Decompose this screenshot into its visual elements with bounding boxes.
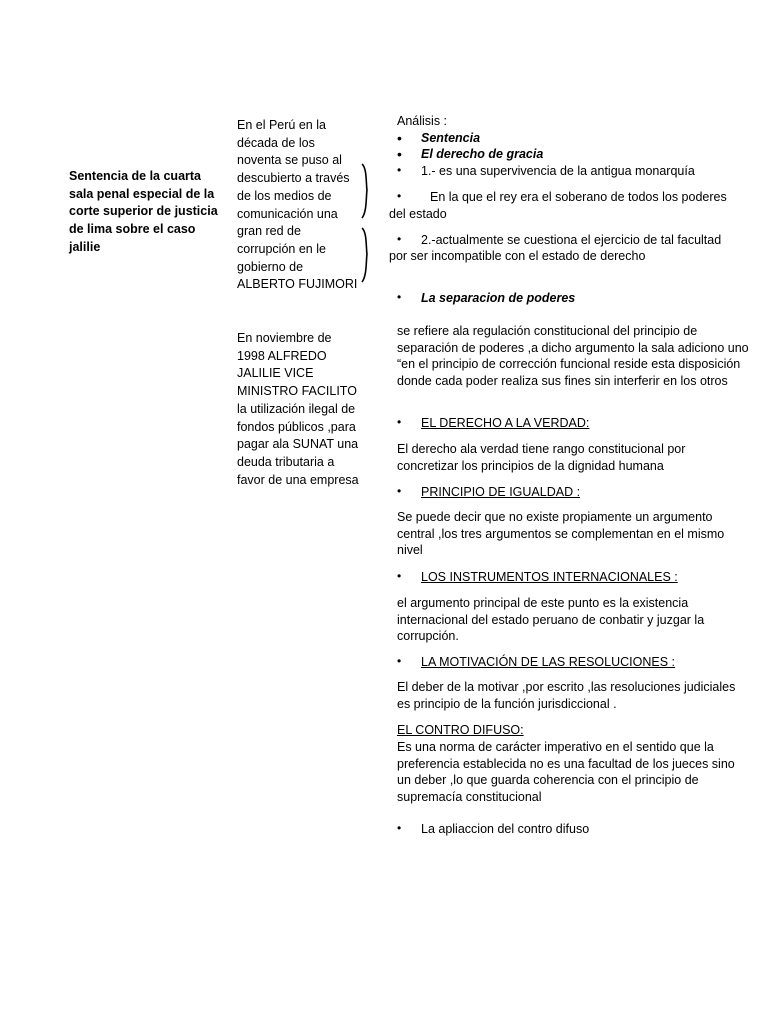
jalilie-paragraph: En noviembre de 1998 ALFREDO JALILIE VICE MINISTRO FACILITO la utilización ilegal de fondos públicos ,para pagar ala SUNAT una deuda tributaria a favor de una empresa: [237, 331, 359, 487]
bullet-dot: •: [397, 415, 402, 429]
bullet-dot: •: [397, 130, 402, 146]
contro-difuso-text: Es una norma de carácter imperativo en el sentido que la preferencia establecida no es una facultad de los jueces sino un deber ,lo que guarda coherencia con el principio de supremacía constitucional: [397, 740, 735, 804]
contro-difuso-heading: EL CONTRO DIFUSO:: [397, 723, 524, 737]
analisis-label: Análisis :: [397, 114, 448, 128]
brace-lower: [360, 226, 372, 284]
bullet-supervivencia: 1.- es una supervivencia de la antigua monarquía: [421, 164, 695, 178]
aplicacion-bullet: La apliaccion del contro difuso: [421, 822, 590, 836]
bullet-dot: •: [397, 654, 402, 668]
instrumentos-heading: LOS INSTRUMENTOS INTERNACIONALES :: [421, 570, 678, 584]
verdad-heading: EL DERECHO A LA VERDAD:: [421, 416, 590, 430]
bullet-rey-line1: En la que el rey era el soberano de todos los poderes: [430, 190, 727, 204]
separacion-heading: La separacion de poderes: [421, 291, 576, 305]
bullet-dot: •: [397, 146, 402, 162]
bullet-derecho-gracia: El derecho de gracia: [421, 147, 544, 161]
case-title: Sentencia de la cuarta sala penal especial de la corte superior de justicia de lima sobre el caso jalilie: [69, 169, 218, 254]
bullet-dot: •: [397, 163, 402, 177]
bullet-dot: •: [397, 189, 402, 203]
brace-upper: [360, 162, 372, 220]
bullet-dot: •: [397, 232, 402, 246]
igualdad-text: Se puede decir que no existe propiamente un argumento central ,los tres argumentos se complementan en el mismo nivel: [397, 510, 725, 558]
verdad-text: El derecho ala verdad tiene rango constitucional por concretizar los principios de la dignidad humana: [397, 442, 686, 473]
motivacion-heading: LA MOTIVACIÓN DE LAS RESOLUCIONES :: [421, 655, 675, 669]
instrumentos-text: el argumento principal de este punto es la existencia internacional del estado peruano de conbatir y juzgar la corrupción.: [397, 596, 705, 644]
bullet-dot: •: [397, 569, 402, 583]
bullet-dot: •: [397, 821, 402, 835]
igualdad-heading: PRINCIPIO DE IGUALDAD :: [421, 485, 581, 499]
context-paragraph: En el Perú en la década de los noventa se puso al descubierto a través de los medios de comunicación una gran red de corrupción en le gobierno de ALBERTO FUJIMORI: [237, 118, 358, 292]
bullet-dot: •: [397, 290, 402, 304]
bullet-actualmente-line1: 2.-actualmente se cuestiona el ejercicio de tal facultad: [421, 233, 722, 247]
bullet-sentencia: Sentencia: [421, 131, 481, 145]
bullet-rey-line2: del estado: [389, 207, 447, 221]
separacion-text: se refiere ala regulación constitucional del principio de separación de poderes ,a dicho argumento la sala adiciono uno “en el principio de corrección funcional reside esta disposición donde cada poder realiza sus fines sin interferir en los otros: [397, 324, 749, 388]
bullet-actualmente-line2: por ser incompatible con el estado de derecho: [389, 249, 646, 263]
bullet-dot: •: [397, 484, 402, 498]
motivacion-text: El deber de la motivar ,por escrito ,las resoluciones judiciales es principio de la función jurisdiccional .: [397, 680, 736, 711]
